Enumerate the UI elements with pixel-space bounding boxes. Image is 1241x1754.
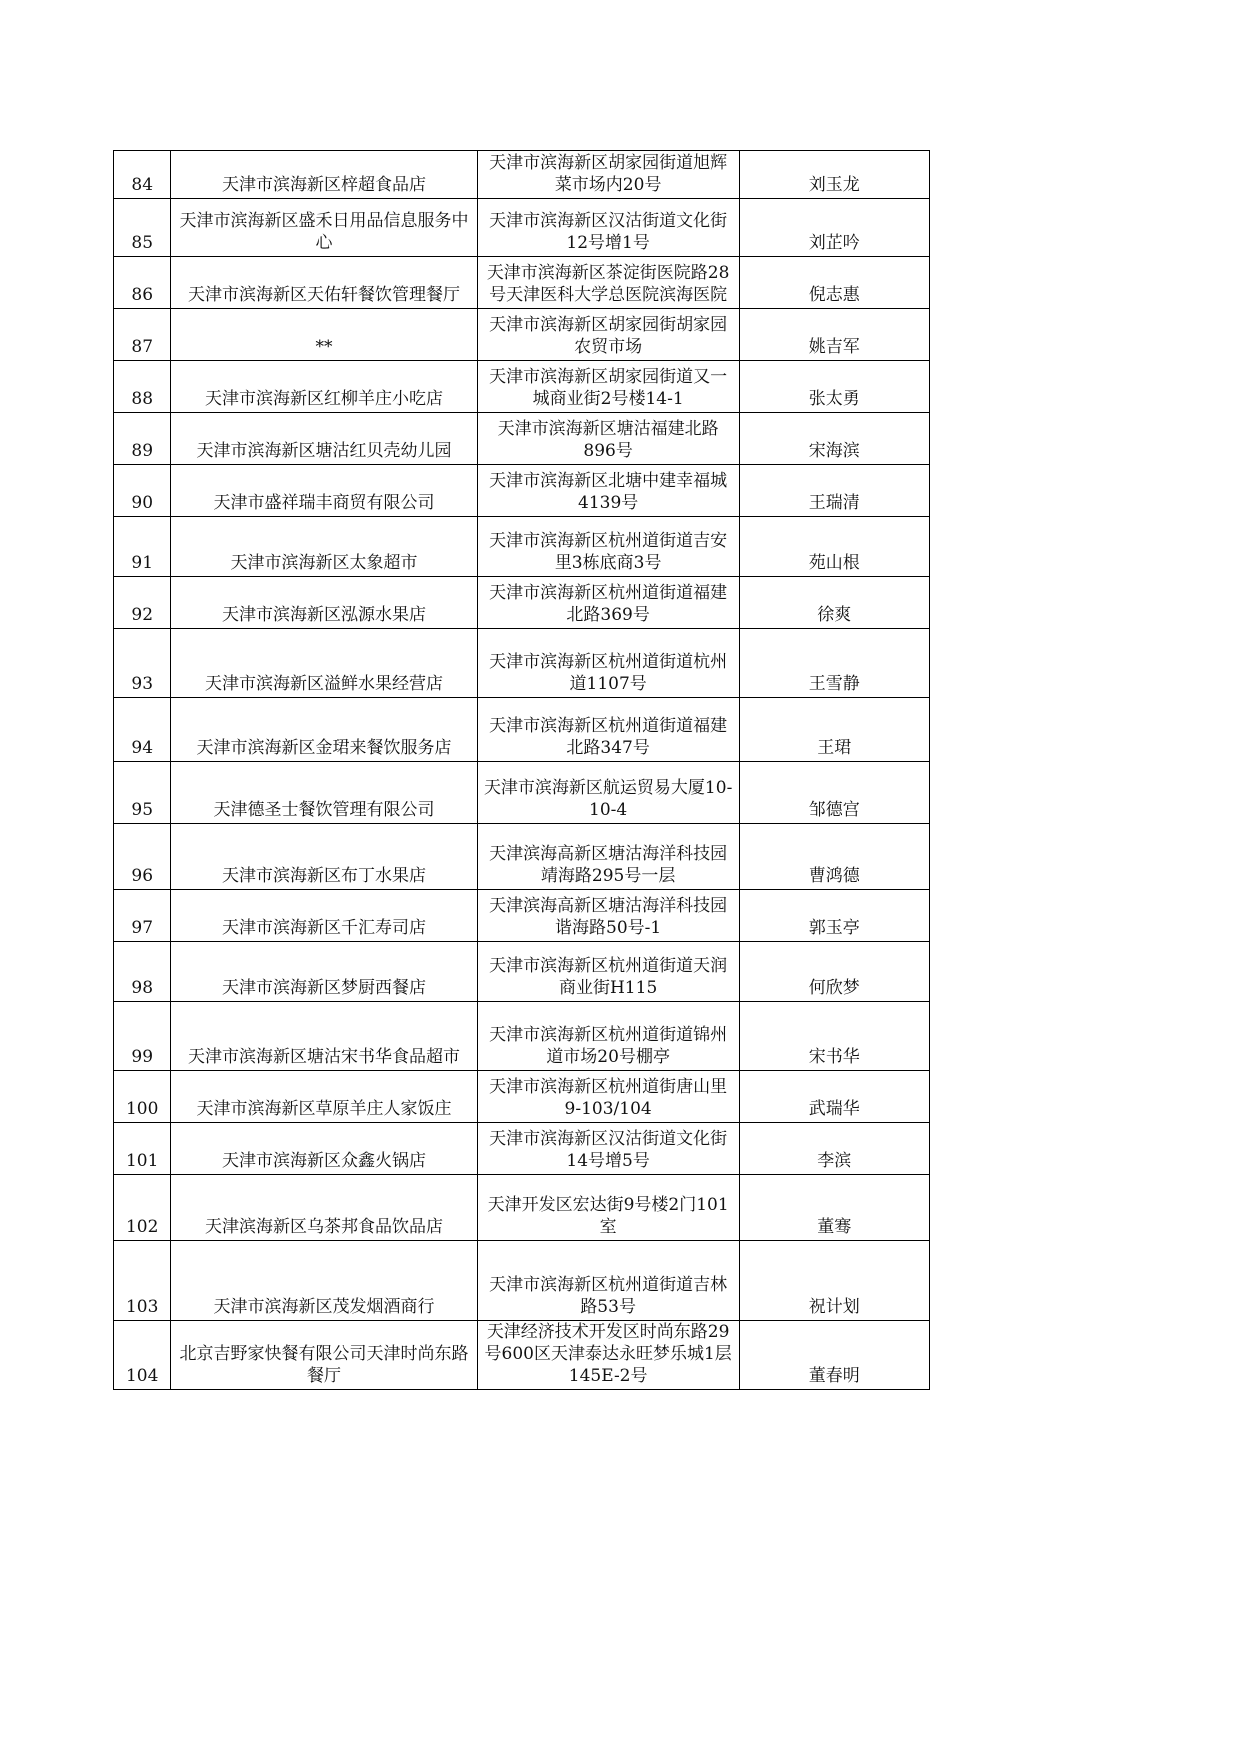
business-name-text: 天津市滨海新区天佑轩餐饮管理餐厅 [188,285,461,305]
business-name-text: 天津市盛祥瑞丰商贸有限公司 [213,493,435,513]
business-address [477,629,739,698]
business-name [171,199,477,257]
row-number [114,629,171,698]
spreadsheet [113,150,930,1390]
business-address-text: 天津市滨海新区航运贸易大厦10-10-4 [483,778,733,820]
business-name [171,762,477,824]
responsible-person [739,465,929,517]
row-number-text: 87 [131,337,154,357]
business-address-text: 天津市滨海新区胡家园街胡家园农贸市场 [489,315,728,357]
responsible-person [739,1002,929,1071]
row-number-text: 88 [131,389,154,409]
row-number-text: 99 [131,1047,154,1067]
responsible-person-text: 祝计划 [808,1297,860,1317]
row-number [114,942,171,1002]
business-address [477,465,739,517]
business-name-text: ** [315,337,333,357]
row-number-text: 95 [131,800,154,820]
row-number-text: 94 [131,738,154,758]
row-number-text: 84 [131,175,154,195]
business-name-text: 天津市滨海新区塘沽红贝壳幼儿园 [196,441,452,461]
responsible-person-text: 王雪静 [808,674,860,694]
responsible-person [739,1123,929,1175]
table-row [114,361,930,413]
row-number [114,309,171,361]
responsible-person [739,1071,929,1123]
row-number-text: 96 [131,866,154,886]
business-name-text: 天津市滨海新区众鑫火锅店 [222,1151,427,1171]
business-registry-table [113,150,930,1390]
business-name [171,1175,477,1241]
row-number-text: 85 [131,233,154,253]
business-name-text: 天津市滨海新区溢鲜水果经营店 [205,674,444,694]
business-address-text: 天津市滨海新区塘沽福建北路896号 [497,419,719,461]
responsible-person [739,257,929,309]
business-address [477,698,739,762]
row-number [114,762,171,824]
business-name-text: 天津市滨海新区盛禾日用品信息服务中心 [179,211,469,253]
business-name-text: 天津市滨海新区梓超食品店 [222,175,427,195]
row-number-text: 97 [131,918,154,938]
business-name-text: 天津市滨海新区茂发烟酒商行 [213,1297,435,1317]
business-name-text: 天津滨海新区乌茶邦食品饮品店 [205,1217,444,1237]
business-name [171,517,477,577]
row-number-text: 104 [125,1366,159,1386]
business-address [477,1241,739,1321]
row-number [114,1071,171,1123]
row-number-text: 86 [131,285,154,305]
row-number [114,1002,171,1071]
business-address-text: 天津市滨海新区胡家园街道旭辉菜市场内20号 [489,153,728,195]
responsible-person-text: 王瑞清 [808,493,860,513]
table-row [114,762,930,824]
row-number-text: 92 [131,605,154,625]
table-row [114,1175,930,1241]
business-name [171,1241,477,1321]
business-name-text: 天津市滨海新区泓源水果店 [222,605,427,625]
table-row [114,517,930,577]
business-address [477,890,739,942]
business-address-text: 天津市滨海新区杭州道街道锦州道市场20号棚亭 [489,1025,728,1067]
row-number-text: 93 [131,674,154,694]
responsible-person [739,762,929,824]
business-name [171,309,477,361]
responsible-person [739,309,929,361]
business-address-text: 天津市滨海新区杭州道街道福建北路347号 [489,716,728,758]
row-number [114,257,171,309]
row-number [114,1241,171,1321]
business-address-text: 天津滨海高新区塘沽海洋科技园靖海路295号一层 [489,844,728,886]
responsible-person-text: 宋海滨 [808,441,860,461]
row-number-text: 100 [125,1099,159,1119]
business-address-text: 天津市滨海新区杭州道街道吉林路53号 [489,1275,728,1317]
row-number [114,465,171,517]
row-number [114,1175,171,1241]
responsible-person-text: 姚吉军 [808,337,860,357]
business-address [477,1071,739,1123]
responsible-person-text: 邹德宫 [808,800,860,820]
responsible-person [739,151,929,199]
row-number-text: 101 [125,1151,159,1171]
table-row [114,824,930,890]
responsible-person [739,361,929,413]
responsible-person [739,1321,929,1390]
row-number [114,890,171,942]
business-name-text: 天津市滨海新区红柳羊庄小吃店 [205,389,444,409]
row-number [114,1123,171,1175]
row-number [114,413,171,465]
business-name [171,890,477,942]
table-row [114,1241,930,1321]
business-name [171,1002,477,1071]
business-address-text: 天津市滨海新区杭州道街道福建北路369号 [489,583,728,625]
business-name-text: 天津市滨海新区梦厨西餐店 [222,978,427,998]
responsible-person-text: 何欣梦 [808,978,860,998]
table-row [114,890,930,942]
table-row [114,151,930,199]
business-name-text: 天津市滨海新区金珺来餐饮服务店 [196,738,452,758]
responsible-person [739,890,929,942]
table-row [114,1002,930,1071]
table-row [114,698,930,762]
business-name [171,1321,477,1390]
table-row [114,942,930,1002]
business-name [171,361,477,413]
business-address [477,151,739,199]
business-name [171,577,477,629]
responsible-person [739,517,929,577]
business-name-text: 天津市滨海新区太象超市 [230,553,418,573]
responsible-person [739,199,929,257]
responsible-person-text: 董春明 [808,1366,860,1386]
business-address [477,942,739,1002]
business-address-text: 天津市滨海新区胡家园街道又一城商业街2号楼14-1 [489,367,728,409]
business-address [477,413,739,465]
business-name [171,1071,477,1123]
row-number [114,698,171,762]
table-row [114,199,930,257]
responsible-person-text: 李滨 [817,1151,852,1171]
table-row [114,1123,930,1175]
business-address-text: 天津滨海高新区塘沽海洋科技园谐海路50号-1 [489,896,728,938]
business-address [477,577,739,629]
business-address [477,517,739,577]
business-address [477,1123,739,1175]
row-number-text: 102 [125,1217,159,1237]
row-number [114,577,171,629]
row-number-text: 103 [125,1297,159,1317]
responsible-person [739,942,929,1002]
table-row [114,629,930,698]
table-row [114,1321,930,1390]
row-number-text: 89 [131,441,154,461]
responsible-person-text: 宋书华 [808,1047,860,1067]
row-number-text: 90 [131,493,154,513]
business-address-text: 天津市滨海新区汉沽街道文化街14号增5号 [489,1129,728,1171]
business-name-text: 天津市滨海新区塘沽宋书华食品超市 [188,1047,461,1067]
responsible-person-text: 武瑞华 [808,1099,860,1119]
responsible-person-text: 郭玉亭 [808,918,860,938]
business-address [477,1002,739,1071]
table-row [114,257,930,309]
responsible-person [739,1175,929,1241]
responsible-person [739,629,929,698]
business-address-text: 天津经济技术开发区时尚东路29号600区天津泰达永旺梦乐城1层145E-2号 [484,1322,732,1386]
business-name [171,151,477,199]
business-address-text: 天津市滨海新区汉沽街道文化街12号增1号 [489,211,728,253]
business-name [171,629,477,698]
responsible-person-text: 倪志惠 [808,285,860,305]
row-number [114,1321,171,1390]
business-address-text: 天津开发区宏达街9号楼2门101室 [487,1195,729,1237]
row-number [114,517,171,577]
row-number-text: 91 [131,553,154,573]
responsible-person [739,824,929,890]
business-address-text: 天津市滨海新区茶淀街医院路28号天津医科大学总医院滨海医院 [486,263,730,305]
responsible-person-text: 刘芷吟 [808,233,860,253]
table-row [114,309,930,361]
business-name [171,698,477,762]
row-number-text: 98 [131,978,154,998]
business-address [477,762,739,824]
table-body [114,151,930,1390]
responsible-person [739,577,929,629]
business-address [477,824,739,890]
business-address [477,309,739,361]
business-name [171,1123,477,1175]
business-name-text: 天津市滨海新区千汇寿司店 [222,918,427,938]
table-row [114,577,930,629]
business-name-text: 北京吉野家快餐有限公司天津时尚东路餐厅 [179,1344,469,1386]
business-name-text: 天津德圣士餐饮管理有限公司 [213,800,435,820]
business-name [171,413,477,465]
business-name [171,257,477,309]
responsible-person-text: 曹鸿德 [808,866,860,886]
business-name [171,942,477,1002]
responsible-person [739,698,929,762]
responsible-person [739,413,929,465]
business-address-text: 天津市滨海新区杭州道街唐山里9-103/104 [489,1077,728,1119]
business-name-text: 天津市滨海新区布丁水果店 [222,866,427,886]
business-address-text: 天津市滨海新区北塘中建幸福城4139号 [489,471,728,513]
business-address [477,1175,739,1241]
table-row [114,1071,930,1123]
business-address [477,361,739,413]
business-address [477,1321,739,1390]
table-row [114,413,930,465]
row-number [114,824,171,890]
business-address [477,199,739,257]
row-number [114,361,171,413]
table-row [114,465,930,517]
responsible-person-text: 刘玉龙 [808,175,860,195]
business-name [171,465,477,517]
responsible-person-text: 张太勇 [808,389,860,409]
responsible-person-text: 徐爽 [817,605,852,625]
row-number [114,199,171,257]
business-address-text: 天津市滨海新区杭州道街道杭州道1107号 [489,652,728,694]
row-number [114,151,171,199]
responsible-person-text: 王珺 [817,738,852,758]
business-name-text: 天津市滨海新区草原羊庄人家饭庄 [196,1099,452,1119]
responsible-person [739,1241,929,1321]
responsible-person-text: 苑山根 [808,553,860,573]
responsible-person-text: 董骞 [817,1217,852,1237]
business-address-text: 天津市滨海新区杭州道街道吉安里3栋底商3号 [489,531,728,573]
business-address-text: 天津市滨海新区杭州道街道天润商业街H115 [489,956,728,998]
business-address [477,257,739,309]
business-name [171,824,477,890]
